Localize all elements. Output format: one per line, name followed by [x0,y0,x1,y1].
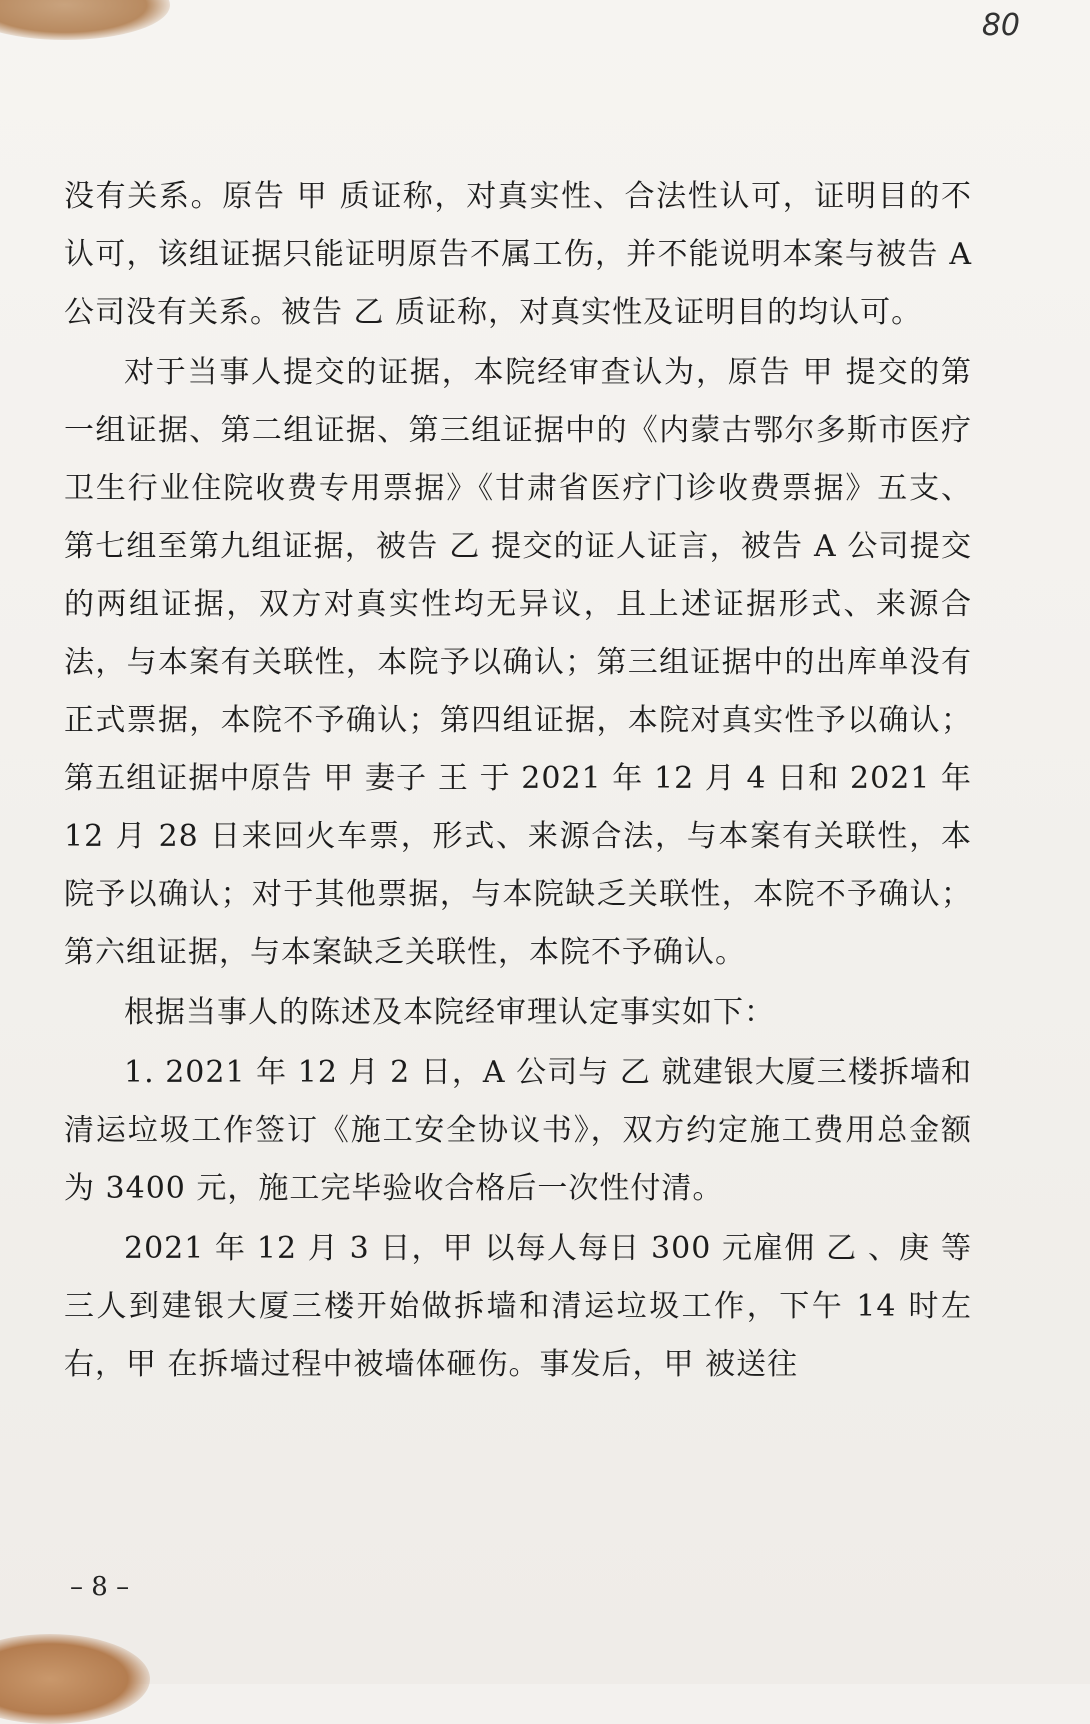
document-body [64,168,972,1394]
handwritten-page-number: 80 [981,8,1020,43]
paragraph-facts-intro: 根据当事人的陈述及本院经审理认定事实如下： [124,995,775,1030]
footer-page-number: – 8 – [70,1572,130,1602]
paragraph-fact-1: 1. 2021 年 12 月 2 日，A 公司与 乙 就建银大厦三楼拆墙和清运垃圾工作签订《施工安全协议书》，双方约定施工费用总金额为 3400 元，施工完毕验收合格后一次性付清。 [64,1055,972,1206]
finger-shadow-top-left [0,0,170,40]
paragraph-cross-examination: 没有关系。原告 甲 质证称，对真实性、合法性认可，证明目的不认可，该组证据只能证明原告不属工伤，并不能说明本案与被告 A 公司没有关系。被告 乙 质证称，对真实性及证明目的均认可。 [64,179,972,330]
paragraph-evidence-ruling: 对于当事人提交的证据，本院经审查认为，原告 甲 提交的第一组证据、第二组证据、第三组证据中的《内蒙古鄂尔多斯市医疗卫生行业住院收费专用票据》《甘肃省医疗门诊收费票据》五支、第七组至第九组证据，被告 乙 提交的证人证言，被告 A 公司提交的两组证据，双方对真实性均无异议，且上述证据形式、来源合法，与本案有关联性，本院予以确认；第三组证据中的出库单没有正式票据，本院不予确认；第四组证据，本院对真实性予以确认；第五组证据中原告 甲 妻子 王 于 2021 年 12 月 4 日和 2021 年 12 月 28 日来回火车票，形式、来源合法，与本案有关联性，本院予以确认；对于其他票据，与本院缺乏关联性，本院不予确认；第六组证据，与本案缺乏关联性，本院不予确认。 [64,355,972,970]
finger-shadow-bottom-left [0,1634,150,1724]
paragraph-fact-2: 2021 年 12 月 3 日，甲 以每人每日 300 元雇佣 乙 、庚 等三人到建银大厦三楼开始做拆墙和清运垃圾工作，下午 14 时左右，甲 在拆墙过程中被墙体砸伤。事发后，甲 被送往 [64,1231,972,1382]
